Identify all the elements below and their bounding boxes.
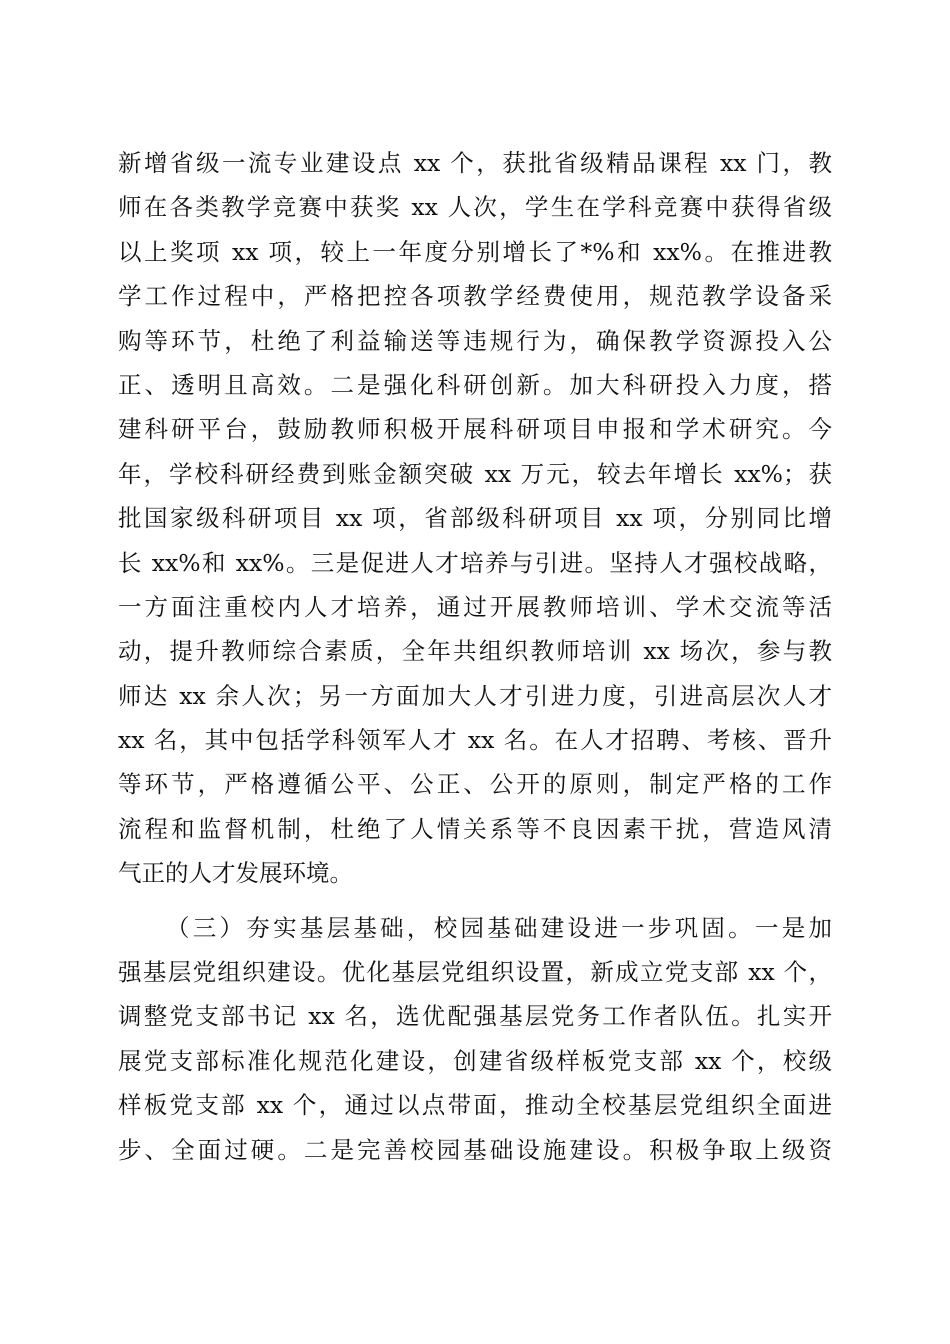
text-line: 正、透明且高效。二是强化科研创新。加大科研投入力度，搭 (118, 370, 832, 399)
text-line: 强基层党组织建设。优化基层党组织设置，新成立党支部 xx 个， (118, 958, 832, 987)
text-line: xx 名，其中包括学科领军人才 xx 名。在人才招聘、考核、晋升 (118, 726, 832, 755)
text-line: 新增省级一流专业建设点 xx 个，获批省级精品课程 xx 门，教 (118, 149, 832, 177)
text-line: 师达 xx 余人次；另一方面加大人才引进力度，引进高层次人才 (118, 681, 832, 710)
text-line: 建科研平台，鼓励教师积极开展科研项目申报和学术研究。今 (118, 415, 832, 444)
paragraph (118, 906, 832, 1172)
text-line: 动，提升教师综合素质，全年共组织教师培训 xx 场次，参与教 (118, 637, 832, 666)
text-line: 气正的人才发展环境。 (118, 859, 353, 888)
text-line: 调整党支部书记 xx 名，选优配强基层党务工作者队伍。扎实开 (118, 1002, 832, 1031)
text-line: 学工作过程中，严格把控各项教学经费使用，规范教学设备采 (118, 282, 832, 311)
text-line: 展党支部标准化规范化建设，创建省级样板党支部 xx 个，校级 (118, 1046, 832, 1075)
document-body (118, 141, 832, 1172)
text-line: 一方面注重校内人才培养，通过开展教师培训、学术交流等活 (118, 592, 832, 621)
text-line: 流程和监督机制，杜绝了人情关系等不良因素干扰，营造风清 (118, 814, 832, 843)
text-line: 年，学校科研经费到账金额突破 xx 万元，较去年增长 xx%；获 (118, 459, 832, 488)
text-line: （三）夯实基层基础，校园基础建设进一步巩固。一是加 (166, 913, 832, 942)
text-line: 购等环节，杜绝了利益输送等违规行为，确保教学资源投入公 (118, 326, 832, 355)
text-line: 以上奖项 xx 项，较上一年度分别增长了*%和 xx%。在推进教 (118, 237, 832, 266)
text-line: 样板党支部 xx 个，通过以点带面，推动全校基层党组织全面进 (118, 1091, 832, 1120)
text-line: 等环节，严格遵循公平、公正、公开的原则，制定严格的工作 (118, 770, 832, 799)
text-line: 步、全面过硬。二是完善校园基础设施建设。积极争取上级资 (118, 1135, 832, 1164)
text-line: 长 xx%和 xx%。三是促进人才培养与引进。坚持人才强校战略， (118, 548, 832, 577)
text-line: 师在各类教学竞赛中获奖 xx 人次，学生在学科竞赛中获得省级 (118, 193, 832, 222)
text-line: 批国家级科研项目 xx 项，省部级科研项目 xx 项，分别同比增 (118, 504, 832, 533)
paragraph (118, 141, 832, 896)
paragraph-gap (118, 896, 832, 906)
